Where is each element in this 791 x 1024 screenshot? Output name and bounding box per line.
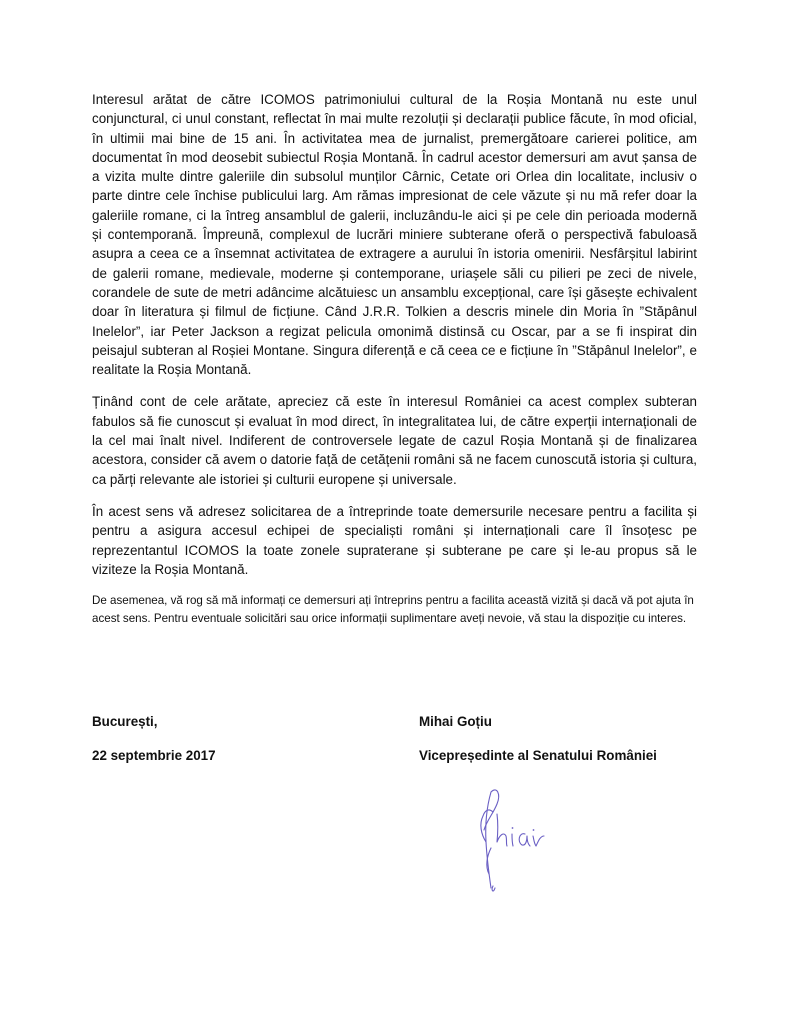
place-date-block <box>92 712 216 780</box>
signatory-title: Vicepreședinte al Senatului României <box>419 748 657 763</box>
signatory-block <box>419 712 657 780</box>
paragraph-request: În acest sens vă adresez solicitarea de a întreprinde toate demersurile necesare pentru a facilita și pentru a asigura accesul echipei de specialiști români și internaționali care îl însoțesc pe reprezentantul ICOMOS la toate zonele supraterane și subterane pe care și le-au propus să le viziteze la Roșia Montană. <box>92 503 697 577</box>
place-label: București, <box>92 714 158 729</box>
handwritten-signature-icon <box>467 776 577 896</box>
signatory-name: Mihai Goțiu <box>419 714 492 729</box>
letter-body <box>92 90 697 641</box>
date-label: 22 septembrie 2017 <box>92 748 216 763</box>
paragraph-national-interest: Ținând cont de cele arătate, apreciez că este în interesul României ca acest complex subteran fabulos să fie cunoscut și evaluat în mod direct, în integralitatea lui, de către experții internaționali de la cel mai înalt nivel. Indiferent de controversele legate de cazul Roșia Montană și de finalizarea acestora, consider că avem o datorie față de cetățenii români să ne facem cunoscută istoria și cultura, ca părți relevante ale istoriei și culturii europene și universale. <box>92 394 697 487</box>
paragraph-closing: De asemenea, vă rog să mă informați ce demersuri ați întreprins pentru a facilita această vizită și dacă vă pot ajuta în acest sens. Pentru eventuale solicitări sau orice informații suplimentare aveți nevoie, vă stau la dispoziție cu interes. <box>92 594 694 626</box>
paragraph-icomos-interest: Interesul arătat de către ICOMOS patrimoniului cultural de la Roșia Montană nu este unul conjunctural, ci unul constant, reflectat în mai multe rezoluții și declarații publice făcute, în mod oficial, în ultimii mai bine de 15 ani. În activitatea mea de jurnalist, premergătoare carierei politice, am documentat în mod deosebit subiectul Roșia Montană. În cadrul acestor demersuri am avut șansa de a vizita multe dintre galeriile din subsolul munților Cârnic, Cetate ori Orlea din localitate, inclusiv o parte dintre cele închise publicului larg. Am rămas impresionat de cele văzute și nu mă refer doar la galeriile romane, ci la întreg ansamblul de galerii, incluzându-le aici și pe cele din perioada modernă și contemporană. Împreună, complexul de lucrări miniere subterane oferă o perspectivă fabuloasă asupra a ceea ce a însemnat activitatea de extragere a aurului în istoria omenirii. Nesfârșitul labirint de galerii romane, medievale, moderne și contemporane, uriașele săli cu pilieri pe zeci de nivele, corandele de sute de metri adâncime alcătuiesc un ansamblu excepțional, care își găsește echivalent doar în literatura și filmul de ficțiune. Când J.R.R. Tolkien a descris minele din Moria în ”Stăpânul Inelelor”, iar Peter Jackson a regizat pelicula omonimă distinsă cu Oscar, par a se fi inspirat din peisajul subteran al Roșiei Montane. Singura diferență e că ceea ce e ficțiune în ”Stăpânul Inelelor”, e realitate la Roșia Montană. <box>92 92 697 378</box>
